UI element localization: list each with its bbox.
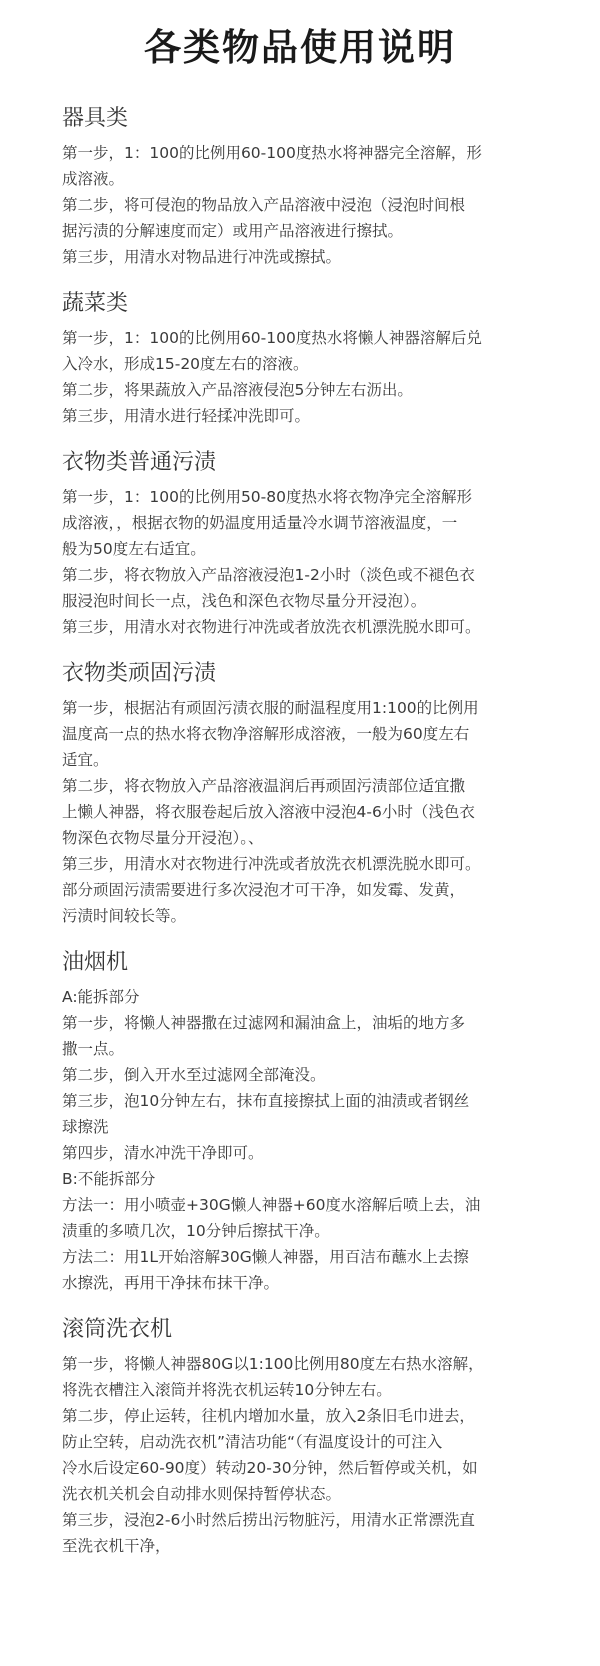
instruction-line: 据污渍的分解速度而定）或用产品溶液进行擦拭。	[62, 222, 404, 240]
instruction-line: 防止空转，启动洗衣机”清洁功能“（有温度设计的可注入	[62, 1433, 443, 1451]
instruction-line: 部分顽固污渍需要进行多次浸泡才可干净，如发霉、发黄，	[62, 881, 466, 899]
page-title: 各类物品使用说明	[144, 26, 456, 69]
instruction-line: 第一步，1：100的比例用50-80度热水将衣物净完全溶解形	[62, 488, 472, 506]
section-heading: 滚筒洗衣机	[62, 1317, 173, 1342]
instruction-line: 般为50度左右适宜。	[62, 540, 206, 558]
instruction-sections	[62, 100, 542, 1574]
section	[62, 285, 542, 429]
instruction-line: 冷水后设定60-90度）转动20-30分钟，然后暂停或关机，如	[62, 1459, 478, 1477]
instruction-line: 成溶液。	[62, 170, 125, 188]
instruction-line: 第二步，将衣物放入产品溶液温润后再顽固污渍部位适宜撒	[62, 777, 466, 795]
section-heading: 衣物类顽固污渍	[62, 661, 217, 686]
instruction-line: 上懒人神器，将衣服卷起后放入溶液中浸泡4-6小时（浅色衣	[62, 803, 475, 821]
section-heading: 油烟机	[62, 950, 129, 975]
instruction-line: 第二步，将衣物放入产品溶液浸泡1-2小时（淡色或不褪色衣	[62, 566, 475, 584]
section	[62, 444, 542, 640]
instruction-line: 至洗衣机干净，	[62, 1537, 171, 1555]
instruction-line: 第一步，1：100的比例用60-100度热水将神器完全溶解，形	[62, 144, 482, 162]
instruction-line: 成溶液，，根据衣物的奶温度用适量冷水调节溶液温度，一	[62, 514, 458, 532]
section-heading: 衣物类普通污渍	[62, 450, 217, 475]
instruction-line: 入冷水，形成15-20度左右的溶液。	[62, 355, 309, 373]
instruction-line: 水擦洗，再用干净抹布抹干净。	[62, 1274, 280, 1292]
instruction-line: 第三步，用清水对衣物进行冲洗或者放洗衣机漂洗脱水即可。	[62, 855, 481, 873]
instruction-line: 第二步，将果蔬放入产品溶液侵泡5分钟左右沥出。	[62, 381, 413, 399]
section-heading: 器具类	[62, 106, 129, 131]
section	[62, 100, 542, 270]
instruction-line: 第三步，用清水对物品进行冲洗或擦拭。	[62, 248, 342, 266]
instruction-line: 物深色衣物尽量分开浸泡）。、	[62, 829, 264, 847]
section	[62, 944, 542, 1296]
instruction-line: 第二步，倒入开水至过滤网全部淹没。	[62, 1066, 326, 1084]
section-heading: 蔬菜类	[62, 291, 129, 316]
instruction-line: 第二步，停止运转，往机内增加水量，放入2条旧毛巾进去，	[62, 1407, 475, 1425]
instruction-line: 将洗衣槽注入滚筒并将洗衣机运转10分钟左右。	[62, 1381, 392, 1399]
instruction-line: 球擦洗	[62, 1118, 109, 1136]
instruction-line: 第三步，用清水进行轻揉冲洗即可。	[62, 407, 311, 425]
instruction-line: 第一步，将懒人神器撒在过滤网和漏油盒上，油垢的地方多	[62, 1014, 466, 1032]
instruction-line: 第三步，用清水对衣物进行冲洗或者放洗衣机漂洗脱水即可。	[62, 618, 481, 636]
instruction-line: 撒一点。	[62, 1040, 125, 1058]
section	[62, 655, 542, 929]
instruction-line: 第一步，根据沾有顽固污渍衣服的耐温程度用1:100的比例用	[62, 699, 479, 717]
instruction-line: 第四步，清水冲洗干净即可。	[62, 1144, 264, 1162]
instruction-line: 适宜。	[62, 751, 109, 769]
instruction-line: 污渍时间较长等。	[62, 907, 187, 925]
instruction-line: 方法二：用1L开始溶解30G懒人神器，用百洁布蘸水上去擦	[62, 1248, 469, 1266]
instruction-line: 第一步，1：100的比例用60-100度热水将懒人神器溶解后兑	[62, 329, 482, 347]
instruction-line: 温度高一点的热水将衣物净溶解形成溶液，一般为60度左右	[62, 725, 470, 743]
instruction-line: B:不能拆部分	[62, 1170, 156, 1188]
instruction-line: A:能拆部分	[62, 988, 140, 1006]
instruction-line: 渍重的多喷几次，10分钟后擦拭干净。	[62, 1222, 330, 1240]
instruction-line: 第一步，将懒人神器80G以1:100比例用80度左右热水溶解，	[62, 1355, 484, 1373]
instruction-line: 洗衣机关机会自动排水则保持暂停状态。	[62, 1485, 342, 1503]
instruction-line: 第三步，泡10分钟左右，抹布直接擦拭上面的油渍或者钢丝	[62, 1092, 470, 1110]
instruction-line: 服浸泡时间长一点，浅色和深色衣物尽量分开浸泡）。	[62, 592, 427, 610]
section	[62, 1311, 542, 1559]
instruction-line: 第二步，将可侵泡的物品放入产品溶液中浸泡（浸泡时间根	[62, 196, 466, 214]
instruction-line: 方法一：用小喷壶+30G懒人神器+60度水溶解后喷上去，油	[62, 1196, 481, 1214]
instruction-line: 第三步，浸泡2-6小时然后捞出污物脏污，用清水正常漂洗直	[62, 1511, 475, 1529]
